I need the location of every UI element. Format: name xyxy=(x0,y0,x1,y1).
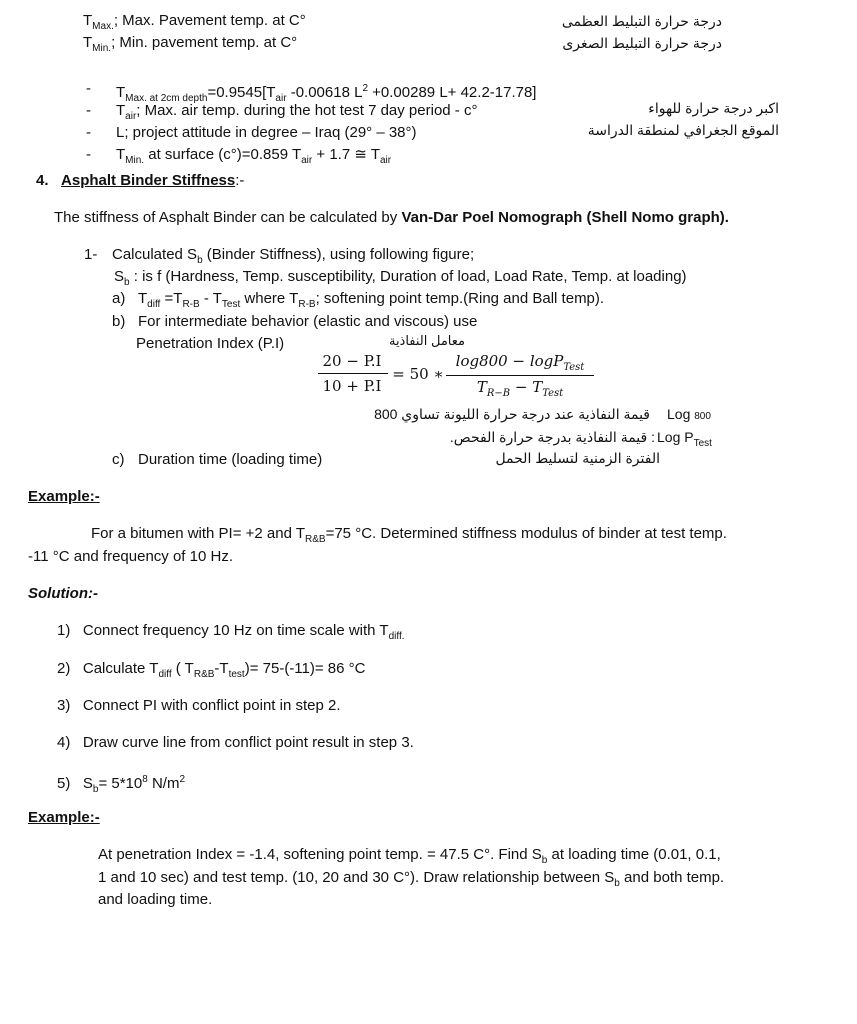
solution-step-5 xyxy=(57,771,185,799)
log-text: Log xyxy=(667,406,691,422)
tmax-text: ; Max. Pavement temp. at C° xyxy=(113,12,306,29)
bullet-subscript: Max. at 2cm depth xyxy=(125,93,208,104)
item-a-label: a) xyxy=(112,290,126,307)
bullet-subscript: air xyxy=(380,155,392,166)
solution-step-2 xyxy=(57,660,366,684)
item-subscript: R-B xyxy=(182,299,200,310)
item-c-text: Duration time (loading time) xyxy=(138,451,323,468)
example-text: at loading time (0.01, 0.1, xyxy=(547,846,721,863)
tmax-subscript: Max. xyxy=(92,21,114,32)
step-text: )= 75-(-11)= 86 °C xyxy=(244,660,366,677)
arabic-max-pavement: درجة حرارة التبليط العظمى xyxy=(561,13,722,29)
formula-t-symbol: − T xyxy=(510,378,543,396)
arabic-geo-location: الموقع الجغرافي لمنطقة الدراسة xyxy=(587,122,779,138)
step-number: 1) xyxy=(57,622,71,639)
example-text: and both temp. xyxy=(619,869,725,886)
sb-text: : is f (Hardness, Temp. susceptibility, Duration of load, Load Rate, Temp. at loading) xyxy=(129,268,687,285)
example-2-heading: Example:- xyxy=(28,809,100,826)
bullet-text: T xyxy=(116,102,126,119)
example-2-line-3: and loading time. xyxy=(98,891,213,908)
bullet-superscript: 2 xyxy=(362,83,368,94)
logptest-label xyxy=(657,428,712,453)
step-text: -T xyxy=(214,660,229,677)
log-text: Log P xyxy=(657,429,694,445)
example-2-line-2 xyxy=(98,869,724,893)
step-text: (Binder Stiffness), using following figure; xyxy=(202,246,475,263)
step-text: Calculate T xyxy=(82,660,159,677)
penetration-index-label: Penetration Index (P.I) xyxy=(136,335,285,352)
formula-left-numerator: 20 − P.I xyxy=(322,352,382,370)
item-b-label: b) xyxy=(112,313,126,330)
step-1-text xyxy=(112,246,474,270)
item-text: where T xyxy=(240,290,299,307)
formula-t-symbol: T xyxy=(476,378,487,396)
section-4-intro xyxy=(54,209,729,227)
bullet-latitude xyxy=(116,124,417,142)
bullet-text: =0.9545[T xyxy=(207,84,276,101)
item-text: =T xyxy=(160,290,183,307)
step-number: 3) xyxy=(57,697,71,714)
sb-symbol: S xyxy=(114,268,125,285)
step-text: Draw curve line from conflict point result in step 3. xyxy=(82,734,414,751)
step-subscript: b xyxy=(197,255,203,266)
arabic-penetration-index: معامل النفاذية xyxy=(388,333,465,348)
item-b-text: For intermediate behavior (elastic and viscous) use xyxy=(138,313,478,330)
bullet-subscript: air xyxy=(125,111,137,122)
bullet-text: L; project attitude in degree – Iraq (29° – 38°) xyxy=(116,124,417,141)
step-subscript: test xyxy=(228,669,245,680)
bullet-dash: - xyxy=(86,102,91,119)
formula-subscript: Test xyxy=(563,362,585,373)
bullet-text: + 1.7 ≅ T xyxy=(312,146,380,163)
formula-right-denominator xyxy=(444,378,596,399)
bullet-text: -0.00618 L xyxy=(286,84,363,101)
bullet-text: +0.00289 L+ 42.2-17.78] xyxy=(368,84,537,101)
step-subscript: diff. xyxy=(388,631,405,642)
tmin-symbol: T xyxy=(83,34,93,51)
tmin-subscript: Min. xyxy=(92,43,112,54)
step-number: 4) xyxy=(57,734,71,751)
step-number: 2) xyxy=(57,660,71,677)
log800-label xyxy=(667,405,711,426)
step-text: Connect frequency 10 Hz on time scale with T xyxy=(82,622,389,639)
example-1-heading: Example:- xyxy=(28,488,100,505)
formula-left-denominator: 10 + P.I xyxy=(322,377,382,395)
solution-step-3 xyxy=(57,697,341,715)
step-subscript: b xyxy=(92,784,99,795)
step-text: Calculated S xyxy=(112,246,198,263)
item-a-text xyxy=(138,290,604,314)
bullet-dash: - xyxy=(86,146,91,163)
example-text: =75 °C. Determined stiffness modulus of binder at test temp. xyxy=(325,525,727,542)
bullet-text: T xyxy=(116,84,126,101)
example-subscript: b xyxy=(541,855,548,866)
intro-bold-text: Van-Dar Poel Nomograph (Shell Nomo graph). xyxy=(401,209,729,226)
formula-log-text: log800 − log xyxy=(455,352,554,370)
step-text: Connect PI with conflict point in step 2. xyxy=(82,697,341,714)
bullet-tmin-surface xyxy=(116,146,391,170)
log-subscript: Test xyxy=(693,437,712,449)
step-number: 5) xyxy=(57,775,71,792)
example-1-line-2: -11 °C and frequency of 10 Hz. xyxy=(28,548,233,565)
bullet-subscript: Min. xyxy=(125,155,145,166)
bullet-subscript: air xyxy=(275,93,287,104)
bullet-subscript: air xyxy=(301,155,313,166)
bullet-text: ; Max. air temp. during the hot test 7 day period - c° xyxy=(136,102,478,119)
log-subscript: 800 xyxy=(694,411,711,422)
arabic-logptest-note: : قيمة النفاذية بدرجة حرارة الفحص. xyxy=(449,429,655,445)
step-superscript: 2 xyxy=(179,774,186,785)
bullet-text: at surface (c°)=0.859 T xyxy=(144,146,302,163)
example-subscript: b xyxy=(614,878,620,889)
arabic-max-air-temp: اكبر درجة حرارة للهواء xyxy=(648,100,779,116)
bullet-tair xyxy=(116,102,477,126)
step-text: ( T xyxy=(171,660,194,677)
example-subscript: R&B xyxy=(305,534,326,545)
section-title: Asphalt Binder Stiffness xyxy=(61,172,236,189)
section-title-tail: :- xyxy=(235,172,245,189)
item-subscript: diff xyxy=(147,299,161,310)
solution-heading: Solution:- xyxy=(28,585,98,602)
formula-left-fraction-bar xyxy=(318,373,388,374)
step-subscript: diff xyxy=(158,669,172,680)
example-1-line-1 xyxy=(91,525,727,549)
example-2-line-1 xyxy=(98,846,721,870)
example-text: 1 and 10 sec) and test temp. (10, 20 and 30 C°). Draw relationship between S xyxy=(98,869,615,886)
item-text: T xyxy=(138,290,148,307)
tmax-definition xyxy=(83,12,306,36)
arabic-min-pavement: درجة حرارة التبليط الصغرى xyxy=(562,35,722,51)
arabic-log800-note: قيمة النفاذية عند درجة حرارة الليونة تساوي 800 xyxy=(374,406,650,422)
bullet-text: T xyxy=(116,146,126,163)
example-text: At penetration Index = -1.4, softening point temp. = 47.5 C°. Find S xyxy=(98,846,542,863)
step-subscript: R&B xyxy=(193,669,215,680)
formula-subscript: R−B xyxy=(486,388,511,399)
section-4-heading xyxy=(36,172,244,190)
item-text: - T xyxy=(199,290,222,307)
example-text: For a bitumen with PI= +2 and T xyxy=(91,525,306,542)
solution-step-1 xyxy=(57,622,405,646)
item-subscript: R-B xyxy=(298,299,316,310)
sb-definition xyxy=(114,268,687,292)
formula-right-fraction-bar xyxy=(446,375,594,376)
tmin-definition xyxy=(83,34,297,58)
bullet-dash: - xyxy=(86,124,91,141)
step-1-number: 1- xyxy=(84,246,98,263)
solution-step-4 xyxy=(57,734,414,752)
step-text: S xyxy=(82,775,93,792)
step-text: = 5*10 xyxy=(98,775,143,792)
tmax-symbol: T xyxy=(83,12,93,29)
formula-subscript: Test xyxy=(542,388,564,399)
arabic-loading-duration: الفترة الزمنية لتسليط الحمل xyxy=(495,450,660,466)
bullet-dash: - xyxy=(86,80,91,97)
step-superscript: 8 xyxy=(142,774,148,785)
step-text: N/m xyxy=(147,775,180,792)
formula-equals-fifty: = 50 ∗ xyxy=(392,365,444,383)
section-number: 4. xyxy=(36,172,49,189)
item-subscript: Test xyxy=(221,299,241,310)
item-c-label: c) xyxy=(112,451,125,468)
tmin-text: ; Min. pavement temp. at C° xyxy=(111,34,298,51)
intro-text: The stiffness of Asphalt Binder can be calculated by xyxy=(54,209,402,226)
formula-p-symbol: P xyxy=(553,352,564,370)
item-text: ; softening point temp.(Ring and Ball temp). xyxy=(315,290,605,307)
sb-subscript: b xyxy=(124,277,130,288)
formula-right-numerator xyxy=(444,352,596,373)
